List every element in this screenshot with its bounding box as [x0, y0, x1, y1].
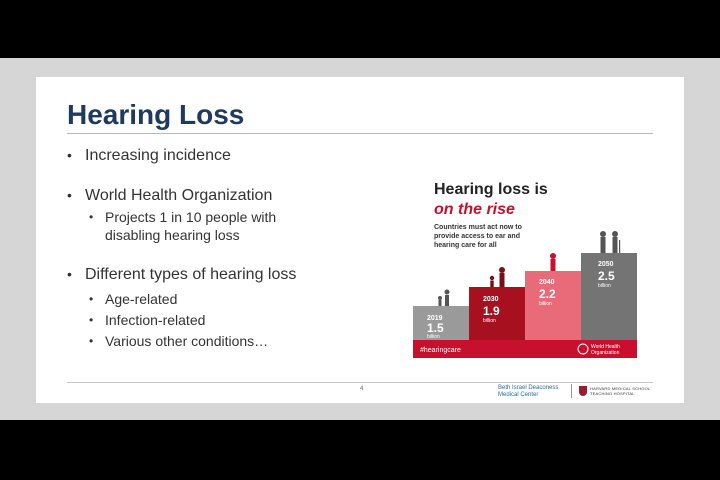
letterbox-top: [0, 0, 720, 58]
bullet-marker: •: [67, 147, 72, 163]
hearing-loss-infographic: [412, 172, 638, 364]
footer-divider: [67, 382, 653, 383]
who-org-label: Organization: [591, 350, 620, 356]
bar-value-label: 1.9: [483, 304, 500, 318]
footer-org-line: Beth Israel Deaconess: [498, 385, 559, 391]
footer-separator: [571, 384, 572, 398]
bar-unit-label: billion: [483, 318, 496, 324]
letterbox-bottom: [0, 420, 720, 480]
footer-affiliation: [590, 386, 650, 396]
sub-bullet-marker: •: [89, 313, 94, 327]
bar-year-label: 2030: [483, 296, 499, 303]
bar-unit-label: billion: [539, 301, 552, 307]
bar-unit-label: billion: [598, 283, 611, 289]
bar-year-label: 2019: [427, 315, 443, 322]
person-silhouette-icon: [550, 253, 556, 271]
footer-affiliation-line: HARVARD MEDICAL SCHOOL: [590, 386, 651, 391]
bar-year-label: 2050: [598, 261, 614, 268]
bar-value-label: 2.2: [539, 287, 556, 301]
sub-bullet-marker: •: [89, 334, 94, 348]
infographic-headline-accent: on the rise: [434, 201, 515, 218]
sub-bullet-text: Various other conditions…: [105, 333, 269, 349]
bullet-text: Increasing incidence: [85, 147, 231, 164]
bar-unit-label: billion: [427, 334, 440, 340]
infographic-subtext: provide access to ear and: [434, 233, 520, 240]
sub-bullet-marker: •: [89, 210, 94, 224]
sub-bullet-marker: •: [89, 292, 94, 306]
bullet-text: Different types of hearing loss: [85, 266, 297, 283]
bar-value-label: 2.5: [598, 269, 615, 283]
title-divider: [67, 133, 653, 134]
sub-bullet-text: Age-related: [105, 291, 178, 307]
presentation-slide: [36, 77, 684, 403]
who-org-label: World Health: [591, 344, 620, 350]
slide-title: Hearing Loss: [67, 99, 245, 130]
bullet-text: World Health Organization: [85, 187, 273, 204]
bullet-marker: •: [67, 266, 72, 282]
infographic-subtext: Countries must act now to: [434, 224, 522, 231]
hashtag-label: #hearingcare: [420, 347, 461, 354]
footer-org-name: [498, 385, 558, 399]
bullet-marker: •: [67, 187, 72, 203]
harvard-shield-icon: [579, 386, 587, 396]
sub-bullet-text: Infection-related: [105, 312, 206, 328]
bar-value-label: 1.5: [427, 321, 444, 335]
footer-org-line: Medical Center: [498, 392, 539, 398]
sub-bullet-text: Projects 1 in 10 people with disabling hearing loss: [105, 209, 277, 243]
page-number: 4: [360, 386, 364, 392]
infographic-headline: Hearing loss is: [434, 181, 548, 198]
footer-affiliation-line: TEACHING HOSPITAL: [590, 391, 635, 396]
bar-year-label: 2040: [539, 279, 555, 286]
infographic-subtext: hearing care for all: [434, 242, 497, 249]
